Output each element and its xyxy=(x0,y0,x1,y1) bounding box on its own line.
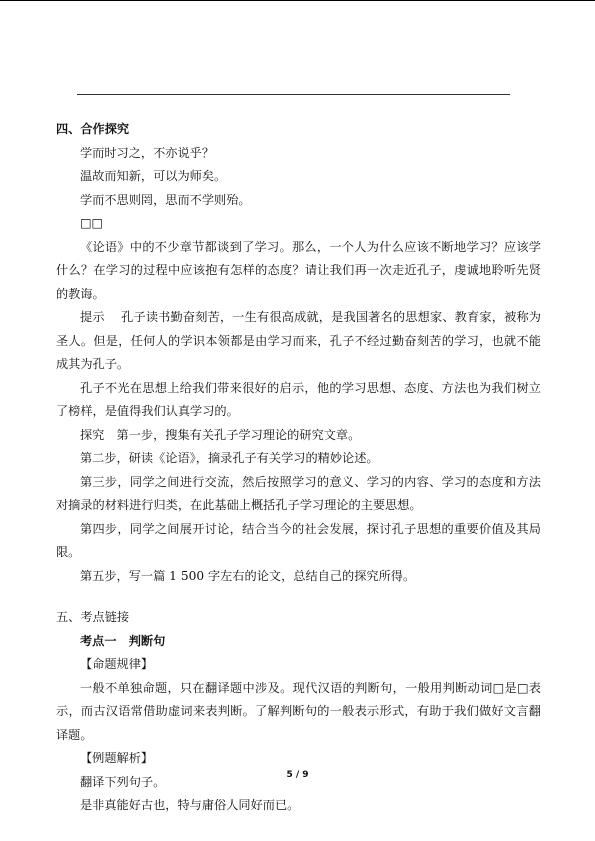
tip-paragraph-2: 孔子不光在思想上给我们带来很好的启示，他的学习思想、态度、方法也为我们树立了榜样，是值得我们认真学习的。 xyxy=(56,380,541,418)
document-body xyxy=(56,118,541,818)
inquiry-step: 探究 第一步，搜集有关孔子学习理论的研究文章。 xyxy=(80,427,361,442)
intro-paragraph: 《论语》中的不少章节都谈到了学习。那么，一个人为什么应该不断地学习？应该学什么？在学习的过程中应该抱有怎样的态度？请让我们再一次走近孔子，虔诚地聆听先贤的教诲。 xyxy=(56,239,541,301)
inquiry-step: 第三步，同学之间进行交流，然后按照学习的意义、学习的内容、学习的态度和方法对摘录的材料进行归类，在此基础上概括孔子学习理论的主要思想。 xyxy=(56,474,541,512)
page-number: 5 / 9 xyxy=(286,770,309,780)
rule-label: 【命题规律】 xyxy=(80,657,154,671)
inquiry-step: 第四步，同学之间展开讨论，结合当今的社会发展，探讨孔子思想的重要价值及其局限。 xyxy=(56,521,541,559)
section-heading-cooperative-inquiry: 四、合作探究 xyxy=(56,122,130,136)
quote-line: 温故而知新，可以为师矣。 xyxy=(80,169,227,183)
example-sentence: 是非真能好古也，特与庸俗人同好而已。 xyxy=(80,798,300,812)
tip-paragraph: 提示 孔子读书勤奋刻苦，一生有很高成就，是我国著名的思想家、教育家，被称为圣人。但是，任何人的学识本领都是由学习而来，孔子不经过勤奋刻苦的学习，也就不能成其为孔子。 xyxy=(56,310,541,371)
example-label: 【例题解析】 xyxy=(80,751,154,765)
example-instruction: 翻译下列句子。 xyxy=(80,774,166,789)
missing-glyph-marker: □□ xyxy=(80,216,104,230)
top-border-line xyxy=(0,0,595,1)
rule-text: 一般不单独命题，只在翻译题中涉及。现代汉语的判断句，一般用判断动词□是□表示，而古汉语常借助虚词来表判断。了解判断句的一般表示形式，有助于我们做好文言翻译题。 xyxy=(56,680,541,742)
inquiry-step: 第二步，研读《论语》，摘录孔子有关学习的精妙论述。 xyxy=(80,451,379,465)
quote-line: 学而时习之，不亦说乎？ xyxy=(80,145,215,160)
exam-point-title: 考点一 判断句 xyxy=(80,633,166,648)
quote-line: 学而不思则罔，思而不学则殆。 xyxy=(80,192,251,207)
answer-blank-line xyxy=(77,94,510,95)
section-heading-exam-links: 五、考点链接 xyxy=(56,610,130,624)
inquiry-step: 第五步，写一篇 1 500 字左右的论文，总结自己的探究所得。 xyxy=(80,568,416,583)
